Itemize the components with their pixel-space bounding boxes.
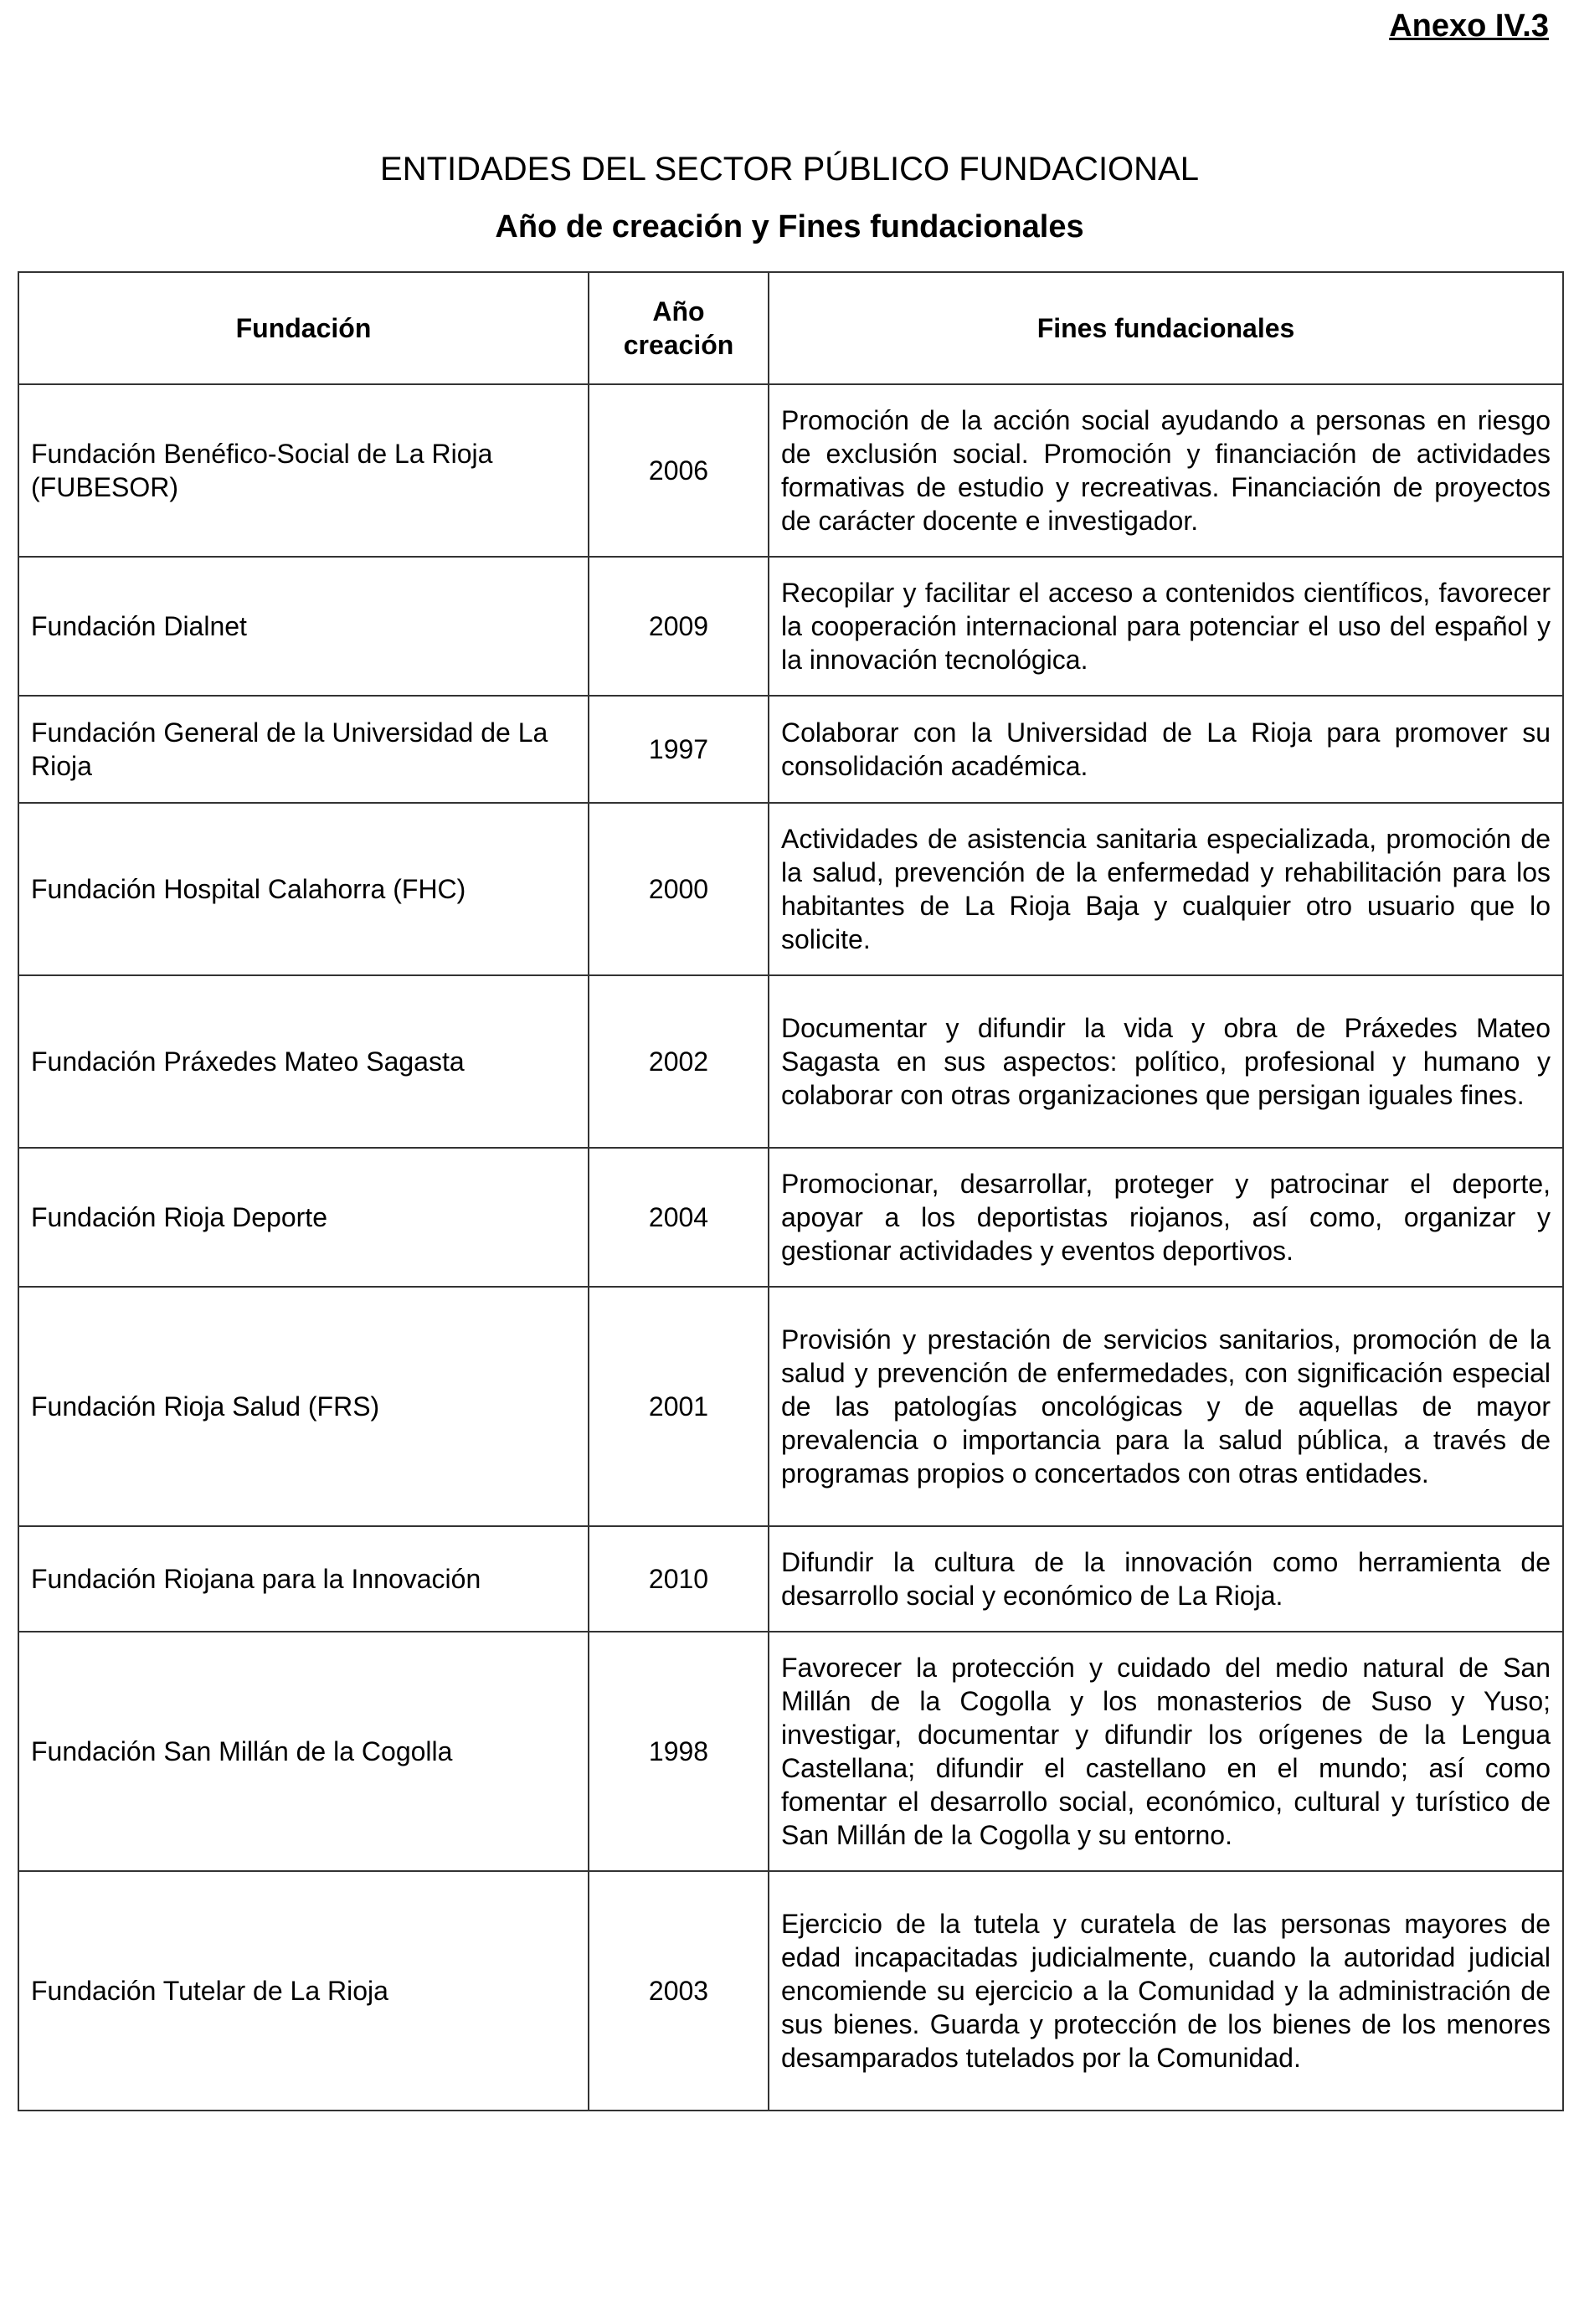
creation-year: 2010 bbox=[589, 1526, 769, 1632]
creation-year: 2001 bbox=[589, 1287, 769, 1526]
creation-year: 1997 bbox=[589, 696, 769, 803]
foundation-purpose: Promoción de la acción social ayudando a personas en riesgo de exclusión social. Promoción y financiación de actividades formativas de estudio y recreativas. Financiación de proyectos de carácter docente e investigador. bbox=[769, 384, 1563, 557]
column-header-ano-creacion: Año creación bbox=[589, 272, 769, 384]
foundation-purpose: Documentar y difundir la vida y obra de Práxedes Mateo Sagasta en sus aspectos: político, profesional y humano y colaborar con otras organizaciones que persigan iguales fines. bbox=[769, 975, 1563, 1148]
foundation-name: Fundación Benéfico-Social de La Rioja (FUBESOR) bbox=[18, 384, 589, 557]
table-row bbox=[18, 1871, 1563, 2111]
table-row bbox=[18, 1287, 1563, 1526]
page-subtitle: Año de creación y Fines fundacionales bbox=[495, 209, 1084, 244]
page-title: ENTIDADES DEL SECTOR PÚBLICO FUNDACIONAL bbox=[380, 151, 1199, 188]
table-row bbox=[18, 384, 1563, 557]
foundations-table bbox=[18, 271, 1564, 2111]
foundation-purpose: Provisión y prestación de servicios sanitarios, promoción de la salud y prevención de enfermedades, con significación especial de las patologías oncológicas y de aquellas de mayor prevalencia o importancia para la salud pública, a través de programas propios o concertados con otras entidades. bbox=[769, 1287, 1563, 1526]
foundation-name: Fundación Dialnet bbox=[18, 557, 589, 696]
foundation-name: Fundación Rioja Salud (FRS) bbox=[18, 1287, 589, 1526]
foundation-purpose: Recopilar y facilitar el acceso a contenidos científicos, favorecer la cooperación internacional para potenciar el uso del español y la innovación tecnológica. bbox=[769, 557, 1563, 696]
foundation-purpose: Actividades de asistencia sanitaria especializada, promoción de la salud, prevención de la enfermedad y rehabilitación para los habitantes de La Rioja Baja y cualquier otro usuario que lo solicite. bbox=[769, 803, 1563, 975]
column-header-fundacion: Fundación bbox=[18, 272, 589, 384]
foundation-purpose: Difundir la cultura de la innovación como herramienta de desarrollo social y económico de La Rioja. bbox=[769, 1526, 1563, 1632]
table-row bbox=[18, 1632, 1563, 1871]
foundation-name: Fundación Hospital Calahorra (FHC) bbox=[18, 803, 589, 975]
creation-year: 2002 bbox=[589, 975, 769, 1148]
table-row bbox=[18, 803, 1563, 975]
column-header-fines: Fines fundacionales bbox=[769, 272, 1563, 384]
foundation-name: Fundación Tutelar de La Rioja bbox=[18, 1871, 589, 2111]
table-row bbox=[18, 557, 1563, 696]
creation-year: 2006 bbox=[589, 384, 769, 557]
creation-year: 2004 bbox=[589, 1148, 769, 1287]
foundation-purpose: Colaborar con la Universidad de La Rioja para promover su consolidación académica. bbox=[769, 696, 1563, 803]
foundation-name: Fundación Riojana para la Innovación bbox=[18, 1526, 589, 1632]
table-row bbox=[18, 696, 1563, 803]
foundation-purpose: Favorecer la protección y cuidado del medio natural de San Millán de la Cogolla y los monasterios de Suso y Yuso; investigar, documentar y difundir los orígenes de la Lengua Castellana; difundir el castellano en el mundo; así como fomentar el desarrollo social, económico, cultural y turístico de San Millán de la Cogolla y su entorno. bbox=[769, 1632, 1563, 1871]
foundation-name: Fundación San Millán de la Cogolla bbox=[18, 1632, 589, 1871]
table-row bbox=[18, 975, 1563, 1148]
creation-year: 2003 bbox=[589, 1871, 769, 2111]
foundation-purpose: Promocionar, desarrollar, proteger y patrocinar el deporte, apoyar a los deportistas riojanos, así como, organizar y gestionar actividades y eventos deportivos. bbox=[769, 1148, 1563, 1287]
annex-label: Anexo IV.3 bbox=[1389, 8, 1549, 44]
foundation-name: Fundación Práxedes Mateo Sagasta bbox=[18, 975, 589, 1148]
foundation-name: Fundación General de la Universidad de La Rioja bbox=[18, 696, 589, 803]
creation-year: 2009 bbox=[589, 557, 769, 696]
creation-year: 1998 bbox=[589, 1632, 769, 1871]
foundation-purpose: Ejercicio de la tutela y curatela de las personas mayores de edad incapacitadas judicialmente, cuando la autoridad judicial encomiende su ejercicio a la Comunidad y la administración de sus bienes. Guarda y protección de los bienes de los menores desamparados tutelados por la Comunidad. bbox=[769, 1871, 1563, 2111]
creation-year: 2000 bbox=[589, 803, 769, 975]
table-header-row bbox=[18, 272, 1563, 384]
table-row bbox=[18, 1526, 1563, 1632]
foundation-name: Fundación Rioja Deporte bbox=[18, 1148, 589, 1287]
table-row bbox=[18, 1148, 1563, 1287]
